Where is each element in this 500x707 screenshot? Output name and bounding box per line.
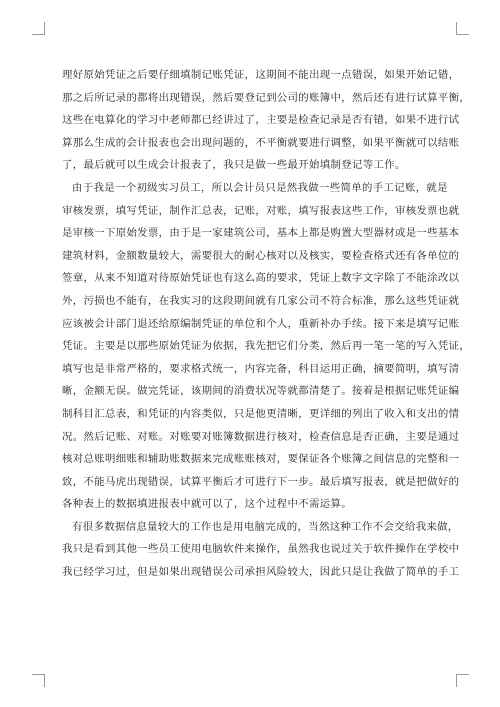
paragraph: [62, 516, 460, 584]
text-line: 晰，金额无误。做完凭证，该期间的消费状况等就都清楚了。接着是根据记账凭证编: [62, 385, 460, 398]
text-line: 我已经学习过，但是如果出现错误公司承担风险较大，因此只是让我做了简单的手工: [62, 566, 460, 579]
text-line: 算那么生成的会计报表也会出现问题的，不平衡就要进行调整，如果平衡就可以结账: [62, 136, 460, 149]
text-line: 外，污损也不能有，在我实习的这段期间就有几家公司不符合标准，那么这些凭证就: [62, 294, 460, 307]
text-line: 制科目汇总表，和凭证的内容类似，只是他更清晰，更详细的列出了收入和支出的情: [62, 407, 460, 420]
text-line: 建筑材料，金额数量较大，需要很大的耐心核对以及核实，要检查格式还有各单位的: [62, 249, 460, 262]
text-line: 凭证。主要是以那些原始凭证为依据，我先把它们分类，然后再一笔一笔的写入凭证，: [62, 340, 471, 353]
text-line: 是审核一下原始发票，由于是一家建筑公司，基本上都是购置大型器材或是一些基本: [62, 227, 460, 240]
crop-mark-bottom-left: [32, 674, 45, 687]
text-line: 我只是看到其他一些员工使用电脑软件来操作，虽然我也说过关于软件操作在学校中: [62, 543, 460, 556]
text-line: 了，最后就可以生成会计报表了，我只是做一些最开始填制登记等工作。: [62, 159, 406, 172]
text-line: 理好原始凭证之后要仔细填制记账凭证，这期间不能出现一点错误，如果开始记错，: [62, 69, 460, 81]
text-line: 致，不能马虎出现错误，试算平衡后才可进行下一步。最后填写报表，就是把做好的: [62, 475, 460, 488]
text-line: 那之后所记录的都将出现错误，然后要登记到公司的账簿中，然后还有进行试算平衡，: [62, 91, 471, 104]
text-line: 况。然后记账、对账。对账要对账簿数据进行核对，检查信息是否正确，主要是通过: [62, 430, 460, 443]
document-body: [62, 64, 471, 584]
text-line: 应该被会计部门退还给原编制凭证的单位和个人，重新补办手续。接下来是填写记账: [62, 317, 460, 330]
text-line: 审核发票，填写凭证，制作汇总表，记账，对账，填写报表这些工作，审核发票也就: [62, 204, 460, 217]
text-line: 各种表上的数据填进报表中就可以了，这个过程中不需运算。: [62, 498, 352, 511]
text-line: 这些在电算化的学习中老师都已经讲过了，主要是检查记录是否有错，如果不进行试: [62, 114, 460, 127]
text-line: 填写也是非常严格的，要求格式统一，内容完备，科目运用正确，摘要简明，填写清: [62, 362, 460, 375]
paragraph: [62, 177, 471, 516]
paragraph: [62, 64, 471, 177]
text-line: 签章，从来不知道对待原始凭证也有这么高的要求，凭证上数字文字除了不能涂改以: [62, 272, 460, 285]
crop-mark-top-right: [456, 22, 469, 35]
text-line: 由于我是一个初级实习员工，所以会计员只是然我做一些简单的手工记账，就是: [72, 181, 448, 194]
text-line: 核对总账明细账和辅助账数据来完成账账核对，要保证各个账簿之间信息的完整和一: [62, 453, 460, 466]
crop-mark-top-left: [32, 22, 45, 35]
text-line: 有很多数据信息量较大的工作也是用电脑完成的，当然这种工作不会交给我来做，: [72, 520, 459, 533]
crop-mark-bottom-right: [456, 674, 469, 687]
